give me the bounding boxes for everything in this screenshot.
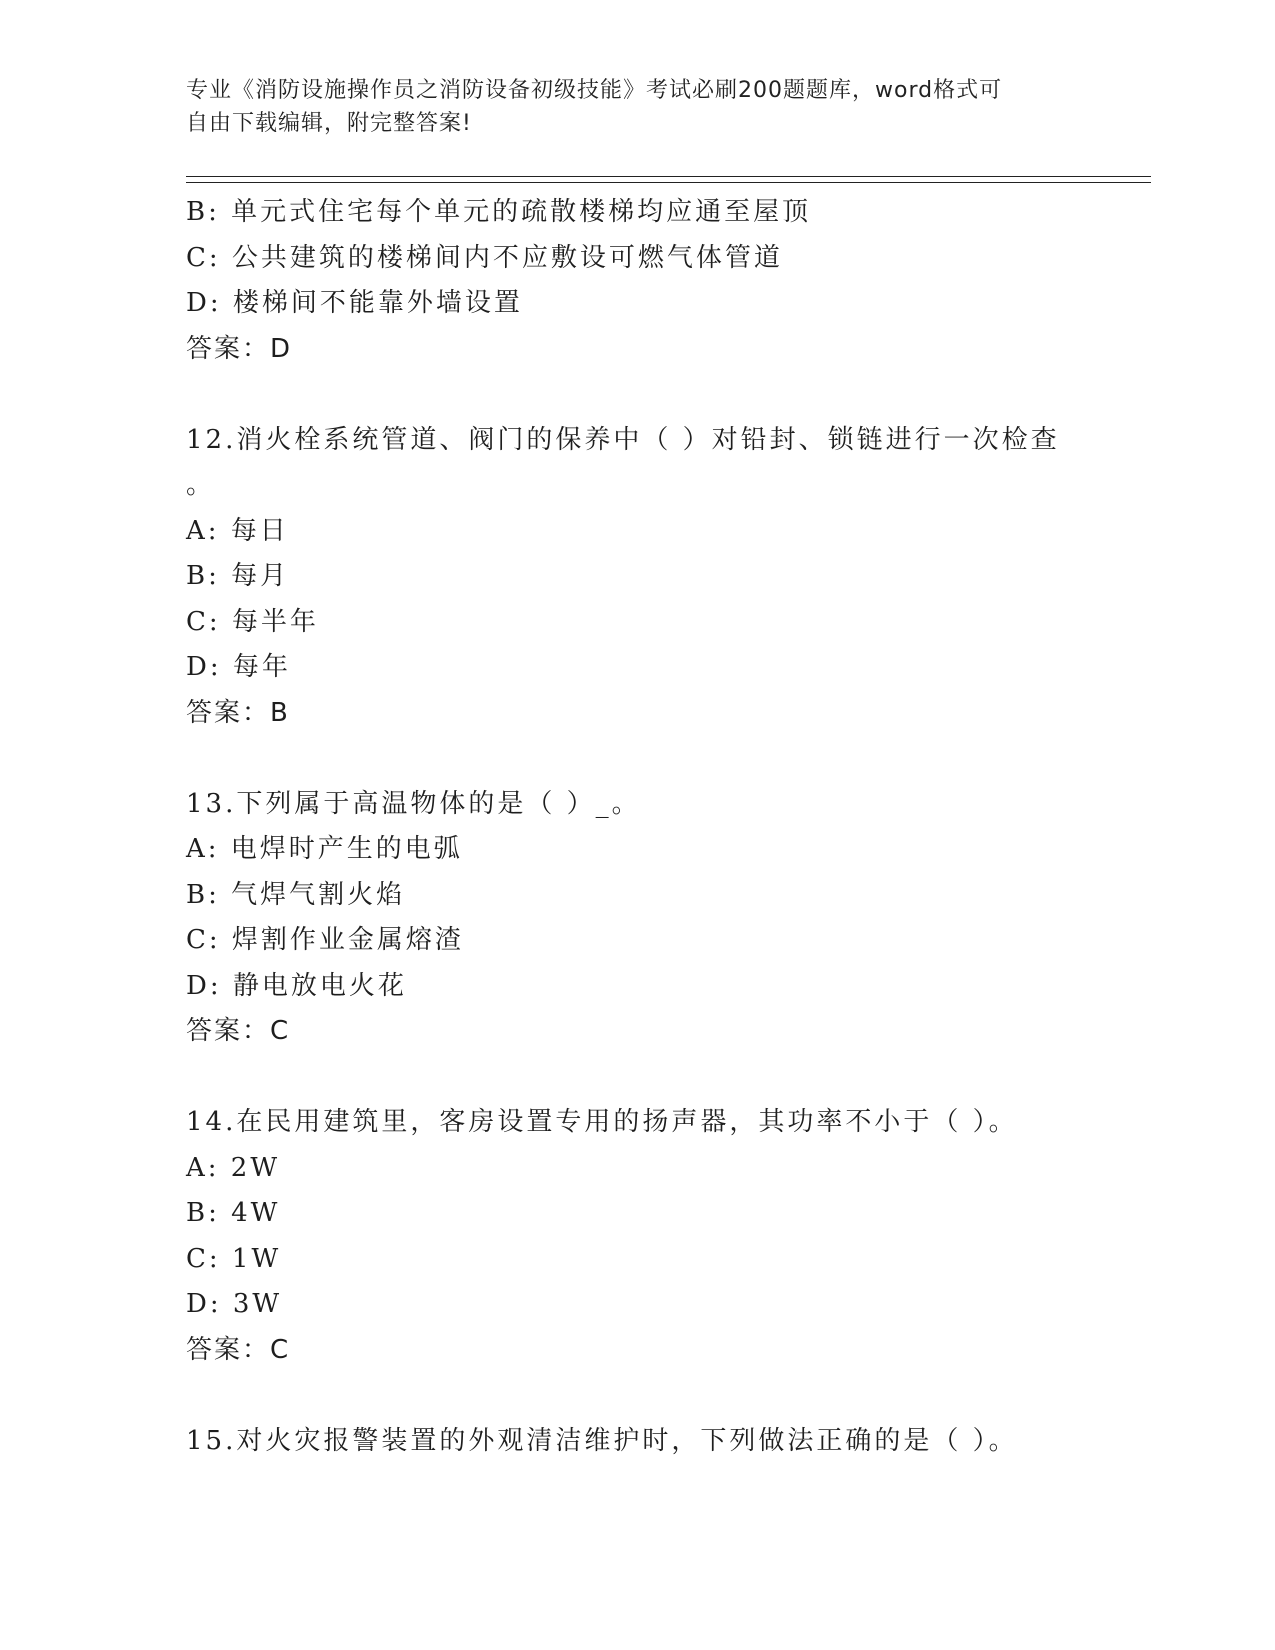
option-b: B: 4W: [186, 1198, 281, 1228]
question-stem: 15.对火灾报警装置的外观清洁维护时，下列做法正确的是（ ）。: [186, 1425, 1018, 1456]
question-stem: 13.下列属于高温物体的是（ ）_。: [186, 788, 641, 819]
option-a: A: 电焊时产生的电弧: [186, 834, 463, 864]
header-line-2: 自由下载编辑，附完整答案!: [186, 111, 472, 136]
option-c: C: 每半年: [186, 606, 319, 637]
answer-line: 答案：D: [186, 333, 293, 364]
option-b: B: 单元式住宅每个单元的疏散楼梯均应通至屋顶: [186, 197, 812, 227]
header-line-1: 专业《消防设施操作员之消防设备初级技能》考试必刷200题题库，word格式可: [186, 78, 1003, 103]
answer-line: 答案：C: [186, 1016, 291, 1046]
header-rule-bottom: [186, 182, 1151, 183]
option-c: C: 公共建筑的楼梯间内不应敷设可燃气体管道: [186, 242, 783, 273]
spacer: [186, 1373, 1146, 1419]
option-a: A: 每日: [186, 515, 289, 546]
option-d: D: 3W: [186, 1289, 283, 1319]
question-content: [186, 190, 1146, 1464]
prev-question-block: [186, 190, 1146, 372]
answer-line: 答案：C: [186, 1334, 291, 1365]
option-b: B: 气焊气割火焰: [186, 879, 406, 910]
question-15: [186, 1419, 1146, 1465]
document-header: [186, 74, 1086, 140]
question-stem: 14.在民用建筑里，客房设置专用的扬声器，其功率不小于（ ）。: [186, 1107, 1018, 1137]
question-stem-continuation: 。: [186, 470, 216, 500]
question-12: [186, 418, 1146, 737]
answer-line: 答案：B: [186, 697, 290, 728]
spacer: [186, 736, 1146, 782]
header-rule-top: [186, 176, 1151, 177]
spacer: [186, 372, 1146, 418]
question-stem: 12.消火栓系统管道、阀门的保养中（ ）对铅封、锁链进行一次检查: [186, 424, 1060, 455]
question-13: [186, 782, 1146, 1055]
option-c: C: 1W: [186, 1243, 282, 1274]
option-d: D: 楼梯间不能靠外墙设置: [186, 288, 523, 318]
question-14: [186, 1100, 1146, 1373]
option-a: A: 2W: [186, 1152, 281, 1183]
option-d: D: 静电放电火花: [186, 970, 407, 1001]
spacer: [186, 1055, 1146, 1101]
option-b: B: 每月: [186, 561, 290, 591]
option-c: C: 焊割作业金属熔渣: [186, 925, 464, 955]
option-d: D: 每年: [186, 652, 291, 682]
